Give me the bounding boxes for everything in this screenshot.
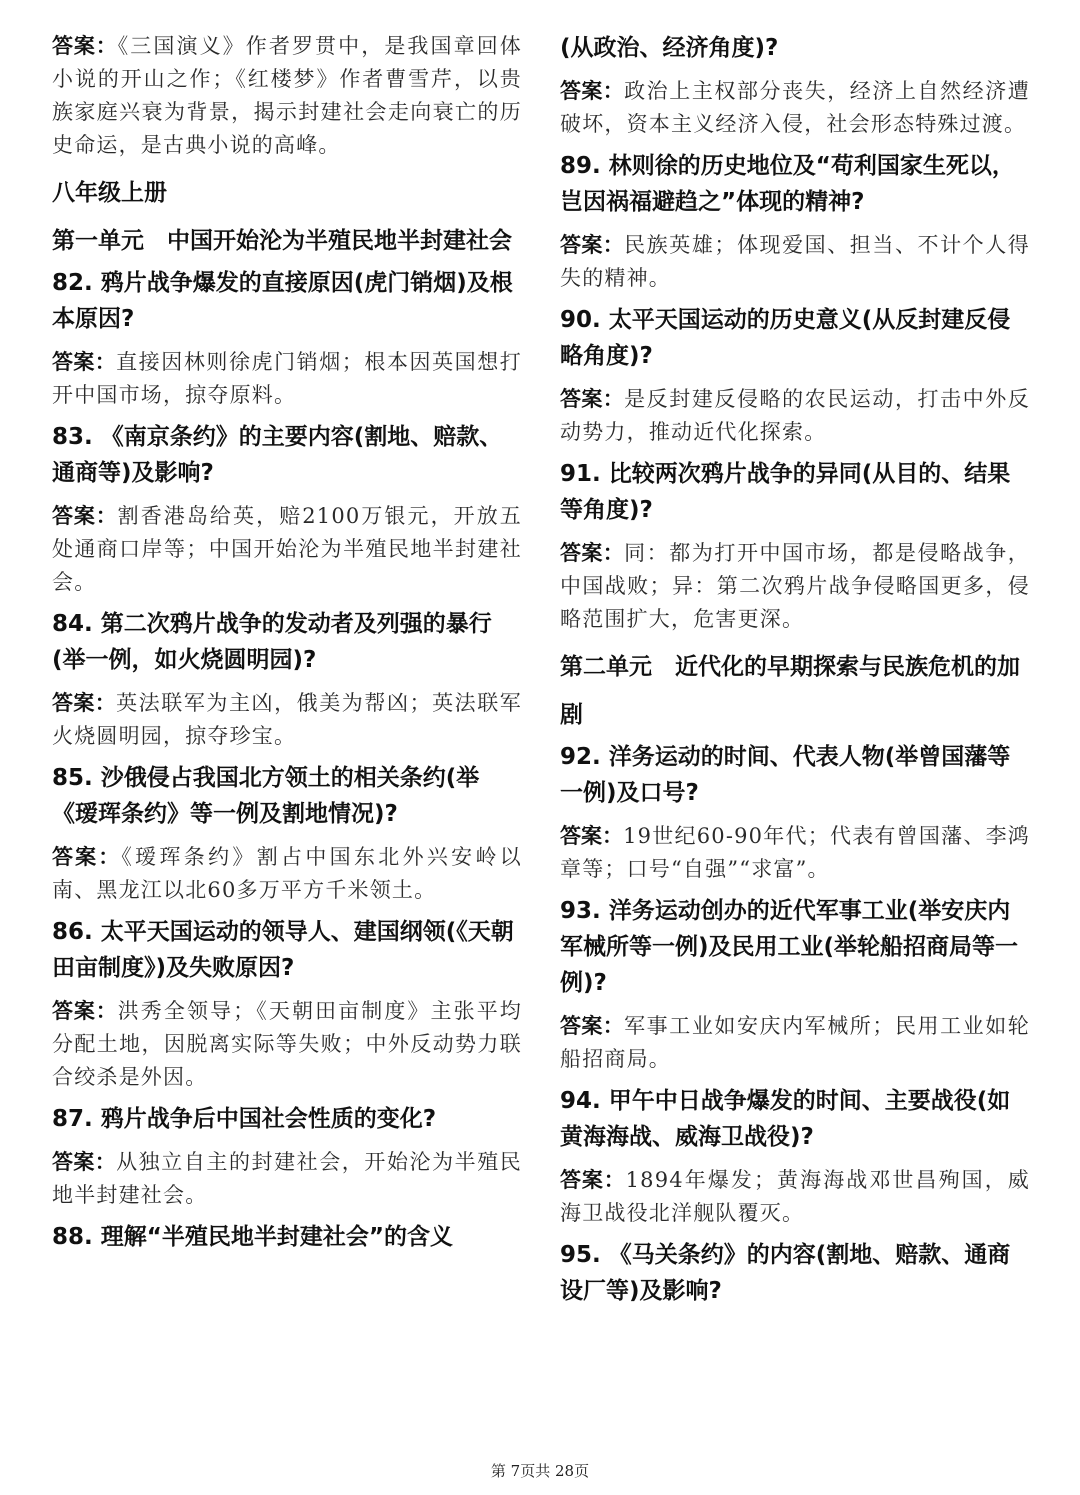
answer-label: 答案：: [52, 691, 117, 715]
question: 91. 比较两次鸦片战争的异同(从目的、结果等角度)?: [560, 461, 1011, 523]
answer-label: 答案：: [560, 387, 625, 411]
question: 92. 洋务运动的时间、代表人物(举曾国藩等一例)及口号?: [560, 744, 1011, 806]
question: 90. 太平天国运动的历史意义(从反封建反侵略角度)?: [560, 307, 1011, 369]
question-continued: (从政治、经济角度)?: [560, 35, 779, 61]
answer-body: 英法联军为主凶，俄美为帮凶；英法联军火烧圆明园，掠夺珍宝。: [52, 691, 522, 748]
question: 89. 林则徐的历史地位及“苟利国家生死以，岂因祸福避趋之”体现的精神?: [560, 153, 1015, 215]
answer-text: [560, 820, 1030, 886]
answer-text: [52, 1146, 522, 1212]
answer-body: 洪秀全领导；《天朝田亩制度》主张平均分配土地，因脱离实际等失败；中外反动势力联合绞杀是外因。: [52, 999, 522, 1089]
left-column: [52, 30, 522, 1264]
answer-body: 割香港岛给英，赔2100万银元，开放五处通商口岸等；中国开始沦为半殖民地半封建社会。: [52, 504, 522, 594]
answer-label: 答案：: [52, 999, 118, 1023]
question: 87. 鸦片战争后中国社会性质的变化?: [52, 1106, 437, 1132]
answer-body: 政治上主权部分丧失，经济上自然经济遭破坏，资本主义经济入侵，社会形态特殊过渡。: [560, 79, 1030, 136]
answer-text: [560, 229, 1030, 295]
answer-body: 《三国演义》作者罗贯中，是我国章回体小说的开山之作；《红楼梦》作者曹雪芹，以贵族家庭兴衰为背景，揭示封建社会走向衰亡的历史命运，是古典小说的高峰。: [52, 34, 522, 157]
answer-body: 《瑷珲条约》割占中国东北外兴安岭以南、黑龙江以北60多万平方千米领土。: [52, 845, 523, 902]
question: 88. 理解“半殖民地半封建社会”的含义: [52, 1224, 453, 1250]
right-column: [560, 30, 1030, 1318]
answer-text: [560, 1164, 1030, 1230]
answer-body: 从独立自主的封建社会，开始沦为半殖民地半封建社会。: [52, 1150, 522, 1207]
unit-heading: 第二单元 近代化的早期探索与民族危机的加剧: [560, 654, 1020, 728]
answer-text: [52, 841, 522, 907]
answer-text: [560, 383, 1030, 449]
question: 86. 太平天国运动的领导人、建国纲领(《天朝田亩制度》)及失败原因?: [52, 919, 514, 981]
answer-body: 军事工业如安庆内军械所；民用工业如轮船招商局。: [560, 1014, 1030, 1071]
answer-body: 直接因林则徐虎门销烟；根本因英国想打开中国市场，掠夺原料。: [52, 350, 522, 407]
grade-heading: 八年级上册: [52, 180, 167, 206]
answer-label: 答案：: [52, 845, 122, 869]
answer-label: 答案：: [560, 233, 625, 257]
question: 85. 沙俄侵占我国北方领土的相关条约(举《瑷珲条约》等一例及割地情况)?: [52, 765, 480, 827]
answer-text: [560, 537, 1030, 636]
unit-heading: 第一单元 中国开始沦为半殖民地半封建社会: [52, 228, 512, 254]
answer-text: [52, 687, 522, 753]
answer-label: 答案：: [52, 350, 117, 374]
question: 82. 鸦片战争爆发的直接原因(虎门销烟)及根本原因?: [52, 270, 513, 332]
answer-label: 答案：: [560, 541, 625, 565]
question: 95. 《马关条约》的内容(割地、赔款、通商设厂等)及影响?: [560, 1242, 1011, 1304]
question: 94. 甲午中日战争爆发的时间、主要战役(如黄海海战、威海卫战役)?: [560, 1088, 1011, 1150]
answer-text: [560, 75, 1030, 141]
answer-body: 民族英雄；体现爱国、担当、不计个人得失的精神。: [560, 233, 1030, 290]
answer-label: 答案：: [52, 34, 118, 58]
answer-text: [52, 346, 522, 412]
question: 93. 洋务运动创办的近代军事工业(举安庆内军械所等一例)及民用工业(举轮船招商局等一例)?: [560, 898, 1019, 996]
answer-label: 答案：: [560, 1168, 626, 1192]
answer-text: [52, 995, 522, 1094]
answer-label: 答案：: [560, 1014, 625, 1038]
answer-label: 答案：: [52, 1150, 117, 1174]
answer-label: 答案：: [52, 504, 118, 528]
answer-body: 1894年爆发；黄海海战邓世昌殉国，威海卫战役北洋舰队覆灭。: [560, 1168, 1030, 1225]
question: 84. 第二次鸦片战争的发动者及列强的暴行(举一例，如火烧圆明园)?: [52, 611, 492, 673]
answer-text: [560, 1010, 1030, 1076]
answer-label: 答案：: [560, 79, 625, 103]
answer-body: 同：都为打开中国市场，都是侵略战争，中国战败；异：第二次鸦片战争侵略国更多，侵略范围扩大，危害更深。: [560, 541, 1030, 631]
answer-label: 答案：: [560, 824, 624, 848]
answer-body: 是反封建反侵略的农民运动，打击中外反动势力，推动近代化探索。: [560, 387, 1030, 444]
answer-text: [52, 500, 522, 599]
answer-text: [52, 30, 522, 162]
page-number: 第 7页共 28页: [490, 1462, 590, 1480]
answer-body: 19世纪60-90年代；代表有曾国藩、李鸿章等；口号“自强”“求富”。: [560, 824, 1030, 881]
question: 83. 《南京条约》的主要内容(割地、赔款、通商等)及影响?: [52, 424, 503, 486]
